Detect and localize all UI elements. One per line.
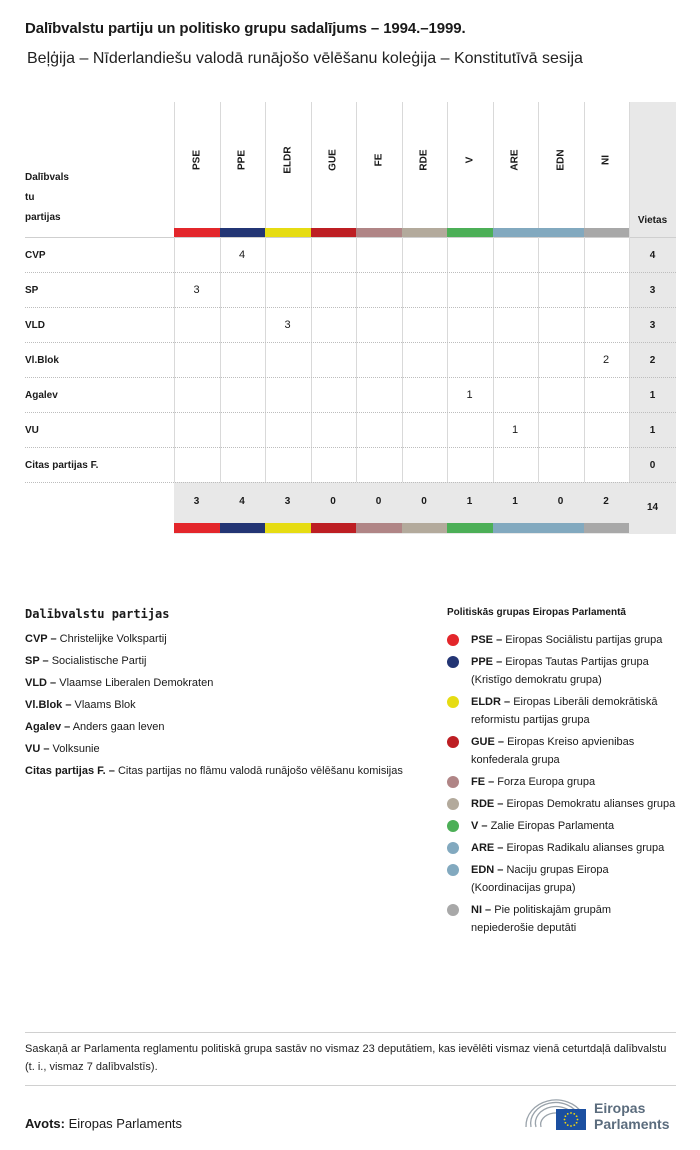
eu-star-icon xyxy=(576,1115,578,1117)
group-total-color-bar xyxy=(265,523,311,533)
table-row xyxy=(25,308,676,343)
party-full-name: Citas partijas no flāmu valodā runājošo vēlēšanu komisijas xyxy=(117,765,403,777)
group-legend-title: Politiskās grupas Eiropas Parlamentā xyxy=(447,607,626,618)
group-legend-item xyxy=(447,839,677,857)
row-seats: 3 xyxy=(649,320,656,331)
ep-logo xyxy=(522,1093,677,1135)
source-value: Eiropas Parlaments xyxy=(68,1116,183,1131)
table-cell: 2 xyxy=(602,354,610,366)
group-color-dot-icon xyxy=(447,736,459,748)
group-color-bar xyxy=(174,228,220,237)
group-color-dot-icon xyxy=(447,656,459,668)
party-full-name: Vlaams Blok xyxy=(74,699,136,711)
party-legend-item xyxy=(25,696,405,714)
hemicycle-flag-icon xyxy=(522,1093,592,1135)
group-total-color-bar xyxy=(356,523,402,533)
group-column-header-ppe xyxy=(220,102,266,237)
row-seats: 4 xyxy=(649,250,656,261)
row-seats: 2 xyxy=(649,355,656,366)
group-total-color-bar xyxy=(584,523,630,533)
group-abbr: RDE – xyxy=(471,798,504,810)
row-party-name: Agalev xyxy=(25,390,58,401)
group-abbr: FE – xyxy=(471,776,495,788)
note-divider-top xyxy=(25,1032,676,1033)
eu-star-icon xyxy=(567,1113,569,1115)
group-abbr: EDN – xyxy=(471,864,504,876)
row-seats: 1 xyxy=(649,425,656,436)
distribution-table xyxy=(25,102,676,534)
group-legend-item xyxy=(447,773,677,791)
group-code-label: ARE xyxy=(509,149,521,171)
eu-star-icon xyxy=(577,1119,579,1121)
group-column-header-fe xyxy=(356,102,402,237)
eu-star-icon xyxy=(564,1119,566,1121)
party-legend-item xyxy=(25,674,405,692)
seats-column-header: Vietas xyxy=(637,215,668,226)
group-code-label: PSE xyxy=(191,149,203,171)
row-party-name: VU xyxy=(25,425,39,436)
group-full-name: Eiropas Liberāli demokrātiskā reformistu partijas grupa xyxy=(471,696,658,726)
group-full-name: Eiropas Demokratu alianses grupa xyxy=(506,798,676,810)
row-seats: 1 xyxy=(649,390,656,401)
eu-star-icon xyxy=(573,1124,575,1126)
group-total-color-bar xyxy=(311,523,357,533)
logo-text: Eiropas Parlaments xyxy=(594,1100,670,1132)
group-color-dot-icon xyxy=(447,904,459,916)
party-abbr: CVP – xyxy=(25,633,57,645)
table-row xyxy=(25,343,676,378)
group-color-dot-icon xyxy=(447,842,459,854)
party-abbr: Agalev – xyxy=(25,721,71,733)
party-legend-item xyxy=(25,652,405,670)
group-code-label: RDE xyxy=(418,149,430,171)
group-column-header-are xyxy=(493,102,539,237)
group-total-color-bar xyxy=(493,523,539,533)
group-column-header-eldr xyxy=(265,102,311,237)
group-full-name: Eiropas Kreiso apvienibas konfederala grupa xyxy=(471,736,635,766)
group-color-dot-icon xyxy=(447,696,459,708)
party-abbr: Vl.Blok – xyxy=(25,699,72,711)
table-row xyxy=(25,273,676,308)
party-legend-title: Dalībvalstu partijas xyxy=(25,607,170,621)
group-code-label: GUE xyxy=(327,149,339,171)
group-total-eldr: 3 xyxy=(284,496,291,507)
group-legend-item xyxy=(447,693,677,729)
row-party-name: Vl.Blok xyxy=(25,355,59,366)
group-full-name: Eiropas Sociālistu partijas grupa xyxy=(505,634,663,646)
group-total-color-bar xyxy=(402,523,448,533)
group-column-header-edn xyxy=(538,102,584,237)
group-column-header-rde xyxy=(402,102,448,237)
party-full-name: Vlaamse Liberalen Demokraten xyxy=(59,677,214,689)
row-party-name: CVP xyxy=(25,250,46,261)
party-legend xyxy=(25,630,405,784)
party-abbr: Citas partijas F. – xyxy=(25,765,115,777)
group-color-bar xyxy=(311,228,357,237)
group-full-name: Zalie Eiropas Parlamenta xyxy=(490,820,615,832)
group-column-header-ni xyxy=(584,102,630,237)
group-code-label: NI xyxy=(600,155,612,165)
group-full-name: Naciju grupas Eiropa (Koordinacijas grupa) xyxy=(471,864,609,894)
group-column-header-pse xyxy=(174,102,220,237)
party-full-name: Anders gaan leven xyxy=(72,721,165,733)
group-total-color-bar xyxy=(220,523,266,533)
page-title: Dalībvalstu partiju un politisko grupu sadalījums – 1994.–1999. xyxy=(25,20,466,37)
group-color-dot-icon xyxy=(447,776,459,788)
party-legend-item xyxy=(25,740,405,758)
group-total-edn: 0 xyxy=(557,496,564,507)
party-full-name: Socialistische Partij xyxy=(51,655,147,667)
group-total-rde: 0 xyxy=(421,496,427,507)
group-color-bar xyxy=(220,228,266,237)
group-legend-item xyxy=(447,795,677,813)
party-abbr: VU – xyxy=(25,743,50,755)
table-cell: 1 xyxy=(466,389,473,401)
group-color-dot-icon xyxy=(447,864,459,876)
group-color-bar xyxy=(356,228,402,237)
party-column-header: Dalībvals tu partijas xyxy=(25,172,69,223)
group-total-color-bar xyxy=(538,523,584,533)
group-legend-item xyxy=(447,631,677,649)
eu-star-icon xyxy=(570,1125,572,1127)
source xyxy=(25,1116,182,1131)
source-label: Avots: xyxy=(25,1116,65,1131)
group-color-bar xyxy=(447,228,493,237)
group-legend-item xyxy=(447,861,677,897)
group-legend-item xyxy=(447,817,677,835)
group-full-name: Eiropas Tautas Partijas grupa (Kristīgo demokratu grupa) xyxy=(471,656,649,686)
group-color-dot-icon xyxy=(447,634,459,646)
group-abbr: PSE – xyxy=(471,634,503,646)
note-divider-bottom xyxy=(25,1085,676,1086)
eu-star-icon xyxy=(573,1113,575,1115)
table-cell: 1 xyxy=(511,424,519,436)
group-column-header-gue xyxy=(311,102,357,237)
group-full-name: Forza Europa grupa xyxy=(497,776,596,788)
group-code-label: FE xyxy=(373,153,385,167)
group-legend-item xyxy=(447,733,677,769)
group-color-bar xyxy=(402,228,448,237)
group-abbr: V – xyxy=(471,820,488,832)
row-seats: 0 xyxy=(649,460,656,471)
group-total-pse: 3 xyxy=(193,496,200,507)
table-cell: 4 xyxy=(238,249,246,261)
row-party-name: Citas partijas F. xyxy=(25,460,99,471)
party-abbr: SP – xyxy=(25,655,49,667)
group-abbr: ELDR – xyxy=(471,696,511,708)
party-full-name: Volksunie xyxy=(52,743,100,755)
table-row xyxy=(25,238,676,273)
page-subtitle: Beļģija – Nīderlandiešu valodā runājošo vēlēšanu koleģija – Konstitutīvā sesija xyxy=(27,50,583,67)
group-column-header-v xyxy=(447,102,493,237)
group-abbr: NI – xyxy=(471,904,492,916)
party-abbr: VLD – xyxy=(25,677,57,689)
group-total-gue: 0 xyxy=(330,496,336,507)
row-seats: 3 xyxy=(649,285,656,296)
party-legend-item xyxy=(25,718,405,736)
eu-star-icon xyxy=(576,1122,578,1124)
group-code-label: ELDR xyxy=(282,146,294,174)
party-full-name: Christelijke Volkspartij xyxy=(59,633,167,645)
group-legend xyxy=(447,631,677,941)
group-color-dot-icon xyxy=(447,798,459,810)
group-color-bar xyxy=(584,228,630,237)
group-abbr: PPE – xyxy=(471,656,503,668)
group-color-bar xyxy=(538,228,584,237)
row-party-name: SP xyxy=(25,285,39,296)
table-cell: 3 xyxy=(284,319,291,331)
table-row xyxy=(25,378,676,413)
group-total-color-bar xyxy=(447,523,493,533)
table-cell: 3 xyxy=(193,284,200,296)
group-color-bar xyxy=(493,228,539,237)
table-row xyxy=(25,448,676,483)
group-total-ppe: 4 xyxy=(239,496,245,507)
group-abbr: GUE – xyxy=(471,736,505,748)
group-code-label: V xyxy=(464,156,476,164)
group-total-v: 1 xyxy=(466,496,473,507)
group-code-label: EDN xyxy=(555,149,567,171)
rules-note: Saskaņā ar Parlamenta reglamentu politiskā grupa sastāv no vismaz 23 deputātiem, kas ievēlēti vismaz vienā ceturtdaļā dalībvalstu (t. i., vismaz 7 dalībvalstīs). xyxy=(25,1043,667,1073)
eu-star-icon xyxy=(564,1115,566,1117)
group-legend-item xyxy=(447,653,677,689)
group-color-dot-icon xyxy=(447,820,459,832)
eu-star-icon xyxy=(567,1124,569,1126)
party-legend-item xyxy=(25,762,405,780)
row-party-name: VLD xyxy=(25,320,45,331)
group-total-are: 1 xyxy=(512,496,518,507)
group-code-label: PPE xyxy=(236,149,248,171)
eu-star-icon xyxy=(570,1112,572,1114)
group-full-name: Pie politiskajām grupām nepiederošie deputāti xyxy=(471,904,612,934)
group-total-color-bar xyxy=(174,523,220,533)
eu-star-icon xyxy=(564,1122,566,1124)
table-row xyxy=(25,413,676,448)
grand-total: 14 xyxy=(646,502,659,513)
group-abbr: ARE – xyxy=(471,842,504,854)
party-legend-item xyxy=(25,630,405,648)
group-color-bar xyxy=(265,228,311,237)
group-full-name: Eiropas Radikalu alianses grupa xyxy=(506,842,665,854)
group-total-fe: 0 xyxy=(375,496,382,507)
group-legend-item xyxy=(447,901,677,937)
group-total-ni: 2 xyxy=(603,496,609,507)
